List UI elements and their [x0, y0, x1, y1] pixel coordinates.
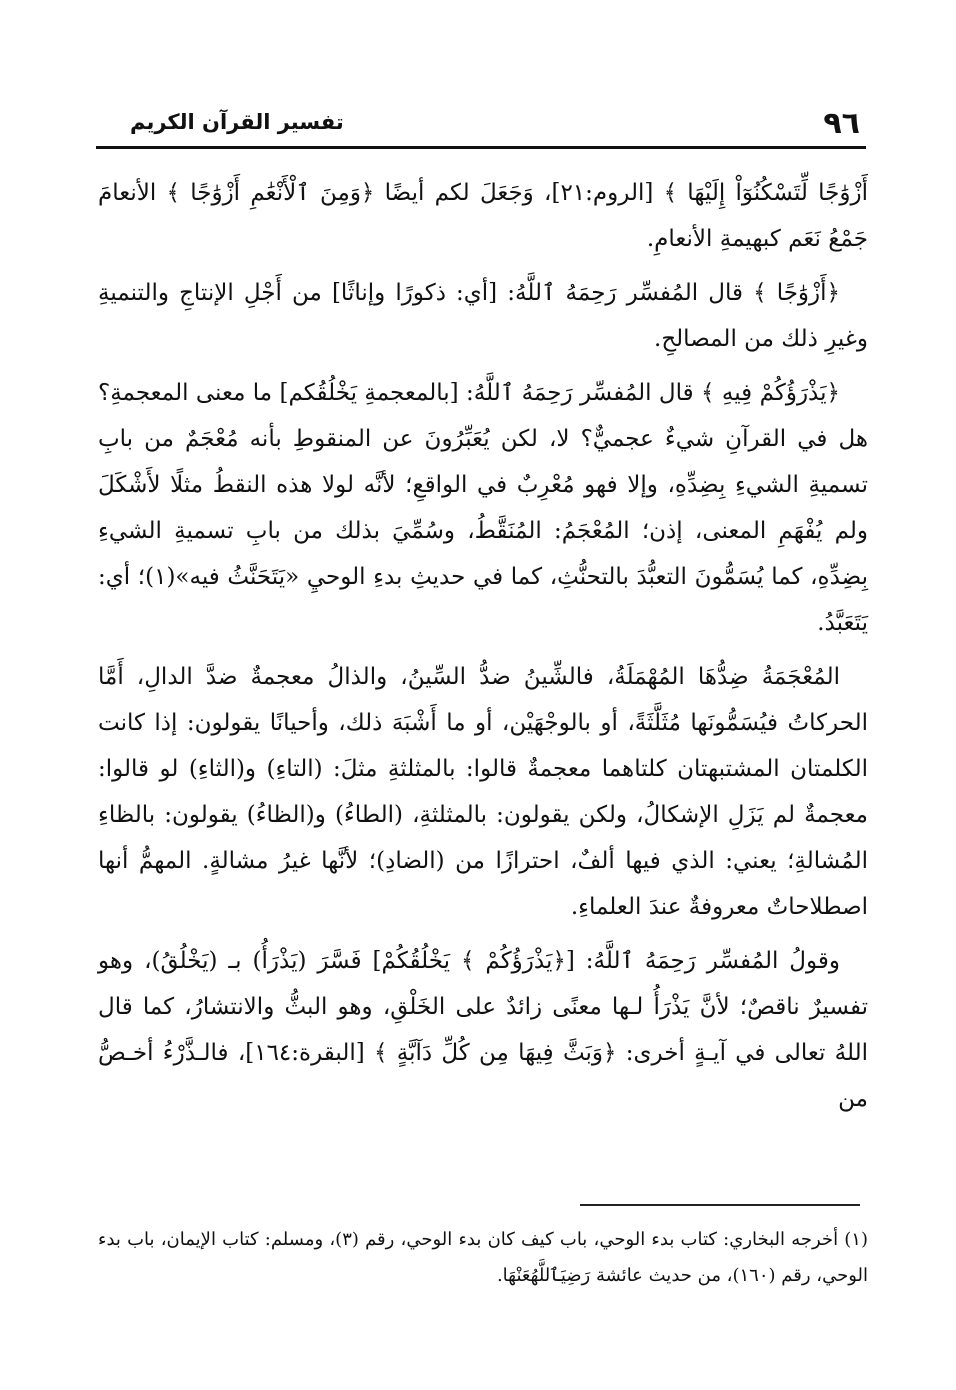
paragraph: المُعْجَمَةُ ضِدُّهَا المُهْمَلَةُ، فالشِّينُ ضدُّ السِّينُ، والذالُ معجمةٌ ضدَّ الدالِ، أَمَّا الحركاتُ فيُسَمُّونَها مُثَلَّثَةً، أو بالوجْهَيْن، أو ما أَشْبَهَ ذلك، وأحيانًا يقولون: إذا كانت الكلمتان المشتبهتان كلتاهما معجمةٌ قالوا: بالمثلثةِ مثلَ: (التاءِ) و(الثاءِ) لو قالوا: معجمةٌ لم يَزَلِ الإشكالُ، ولكن يقولون: بالمثلثةِ، (الطاءُ) و(الظاءُ) يقولون: بالظاءِ المُشالةِ؛ يعني: الذي فيها ألفٌ، احترازًا من (الضادِ)؛ لأنَّها غيرُ مشالةٍ. المهمُّ أنها اصطلاحاتٌ معروفةٌ عندَ العلماءِ. [98, 664, 868, 920]
book-title: تفسير القرآن الكريم [130, 110, 344, 134]
footnote-item: (١) أخرجه البخاري: كتاب بدء الوحي، باب كيف كان بدء الوحي، رقم (٣)، ومسلم: كتاب الإيمان، باب بدء الوحي، رقم (١٦٠)، من حديث عائشة رَضِيَٱللَّهُعَنْهَا. [98, 1229, 868, 1286]
paragraph: ﴿يَذْرَؤُكُمْ فِيهِ ﴾ قال المُفسِّر رَحِمَهُ ٱللَّهُ: [بالمعجمةِ يَخْلُقُكم] ما معنى المعجمةِ؟ هل في القرآنِ شيءٌ عجميٌّ؟ لا، لكن يُعَبِّرُونَ عن المنقوطِ بأنه مُعْجَمٌ من بابِ تسميةِ الشيءِ بِضِدِّهِ، وإلا فهو مُعْرِبٌ في الواقعِ؛ لأنَّه لولا هذه النقطُ مثلًا لأَشْكَلَ ولم يُفْهَمِ المعنى، إذن؛ المُعْجَمُ: المُنَقَّطُ، وسُمِّيَ بذلك من بابِ تسميةِ الشيءِ بِضِدِّهِ، كما يُسَمُّونَ التعبُّدَ بالتحنُّثِ، كما في حديثِ بدءِ الوحيِ «يَتَحَنَّثُ فيه»(١)؛ أي: يَتَعَبَّدُ. [98, 380, 868, 636]
paragraph: أَزْوَٰجًا لِّتَسْكُنُوٓاْ إِلَيْهَا ﴾ [الروم:٢١]، وَجَعَلَ لكم أيضًا ﴿وَمِنَ ٱلْأَنْعَٰمِ أَزْوَٰجًا ﴾ الأنعامَ جَمْعُ نَعَم كبهيمةِ الأنعامِ. [98, 180, 868, 252]
footnote-divider [580, 1204, 860, 1206]
footnotes [98, 1222, 868, 1294]
paragraph: وقولُ المُفسِّر رَحِمَهُ ٱللَّهُ: [﴿يَذْرَؤُكُمْ ﴾ يَخْلُقُكُمْ] فَسَّرَ (يَذْرَأُ) بـ (يَخْلُقُ)، وهو تفسيرٌ ناقصٌ؛ لأنَّ يَذْرَأُ لـها معنًى زائدٌ على الخَلْقِ، وهو البثُّ والانتشارُ، كما قال اللهُ تعالى في آيـةٍ أخرى: ﴿وَبَثَّ فِيهَا مِن كُلِّ دَآبَّةٍ ﴾ [البقرة:١٦٤]، فالـذَّرْءُ أخـصُّ من [98, 948, 868, 1112]
page-number: ٩٦ [823, 106, 860, 141]
page-header [100, 100, 860, 144]
header-rule [96, 146, 866, 149]
paragraph: ﴿أَزْوَٰجًا ﴾ قال المُفسِّر رَحِمَهُ ٱللَّهُ: [أي: ذكورًا وإناثًا] من أَجْلِ الإنتاجِ والتنميةِ وغيرِ ذلك من المصالحِ. [98, 280, 868, 352]
body-text [98, 170, 868, 1130]
